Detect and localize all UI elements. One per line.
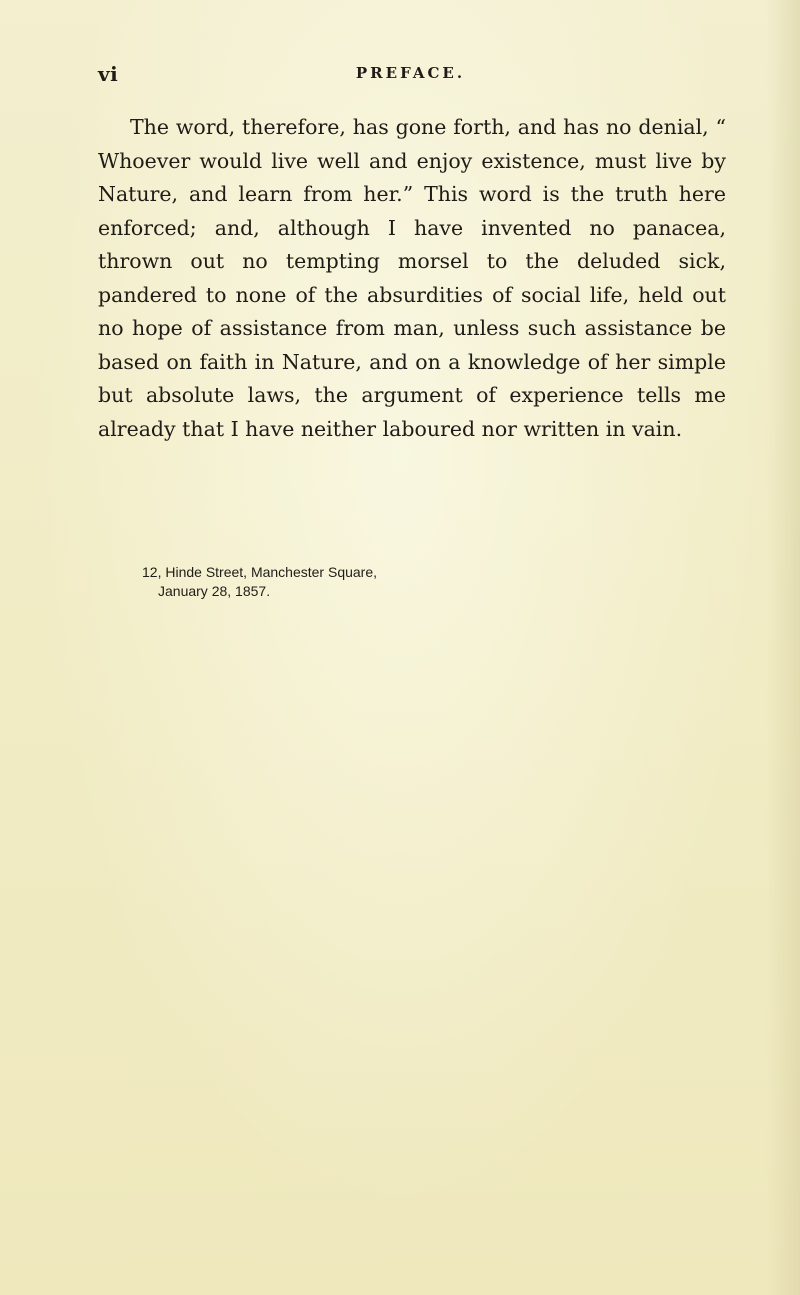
page-edge-shadow	[766, 0, 800, 1295]
address-line: 12, Hinde Street, Manchester Square,	[142, 564, 378, 580]
page-header	[98, 62, 723, 90]
date-line: January 28, 1857.	[158, 583, 271, 599]
preface-paragraph: The word, therefore, has gone forth, and has no denial, “ Whoever would live well and enjoy existence, must live by Nature, and learn from her.” This word is the truth here enforced; and, although I have invented no panacea, thrown out no tempting morsel to the deluded sick, pandered to none of the absurdities of social life, held out no hope of assistance from man, unless such assistance be based on faith in Nature, and on a knowledge of her simple but absolute laws, the argument of experience tells me already that I have neither laboured nor written in vain.	[98, 115, 726, 441]
page-number: vi	[98, 62, 119, 86]
running-head: PREFACE.	[355, 64, 466, 82]
signature-block	[142, 563, 377, 601]
